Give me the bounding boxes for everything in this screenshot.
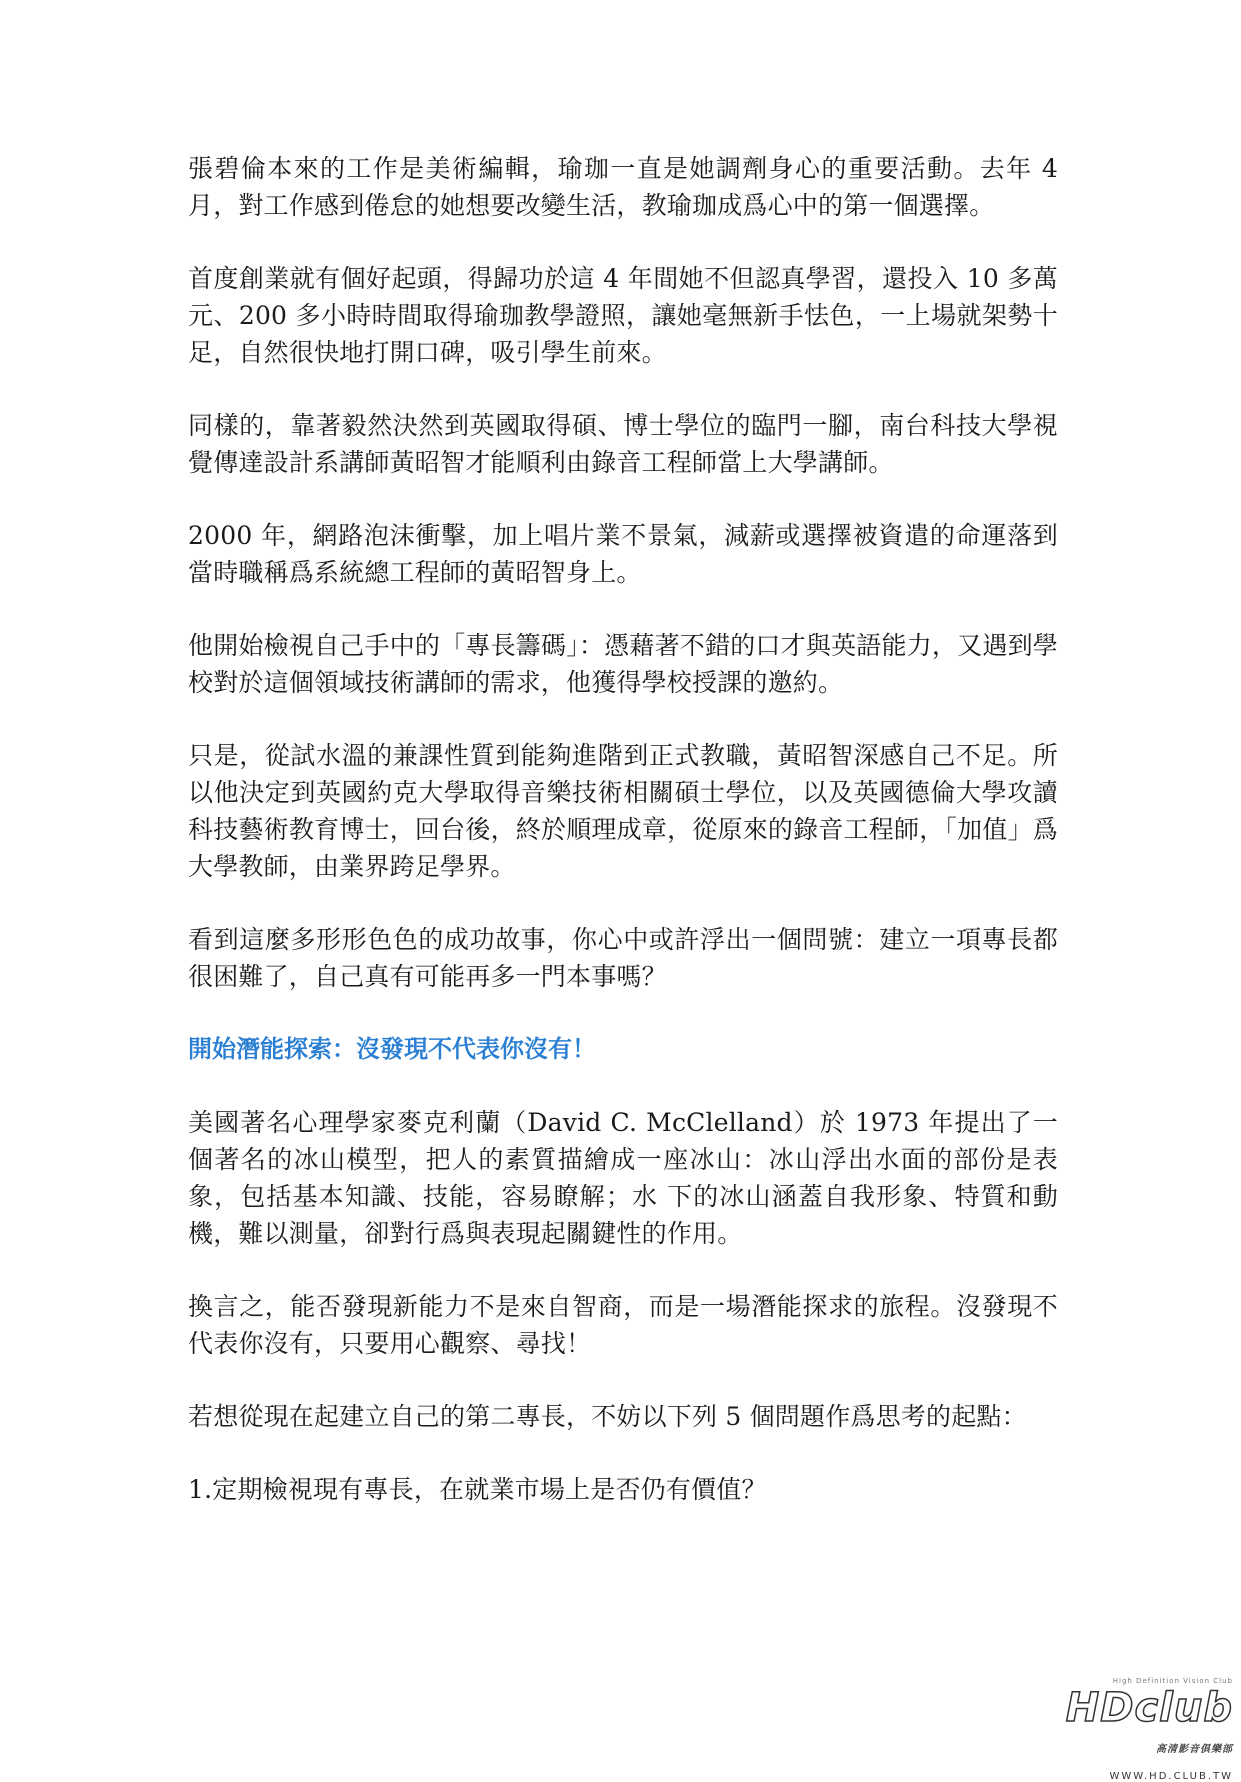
paragraph-3: 同樣的，靠著毅然決然到英國取得碩、博士學位的臨門一腳，南台科技大學視覺傳達設計系講師黃昭智才能順利由錄音工程師當上大學講師。: [188, 411, 1058, 477]
document-body: [188, 150, 1058, 1544]
watermark-tagline: High Definition Vision Club: [1112, 1677, 1233, 1685]
watermark-url: WWW.HD.CLUB.TW: [1109, 1771, 1233, 1782]
paragraph-4: 2000 年，網路泡沫衝擊，加上唱片業不景氣，減薪或選擇被資遣的命運落到當時職稱爲系統總工程師的黃昭智身上。: [188, 521, 1058, 587]
paragraph-11: 1.定期檢視現有專長，在就業市場上是否仍有價值？: [188, 1475, 767, 1504]
watermark-logo: [1018, 1687, 1233, 1771]
hdclub-watermark: [1018, 1677, 1233, 1782]
paragraph-6: 只是，從試水溫的兼課性質到能夠進階到正式教職，黃昭智深感自己不足。所以他決定到英國約克大學取得音樂技術相關碩士學位，以及英國德倫大學攻讀科技藝術教育博士，回台後，終於順理成章，從原來的錄音工程師，「加值」爲大學教師，由業界跨足學界。: [188, 741, 1058, 881]
watermark-logo-text: HDclub: [1065, 1685, 1233, 1731]
section-heading: 開始潛能探索：沒發現不代表你沒有！: [188, 1035, 596, 1063]
paragraph-9: 換言之，能否發現新能力不是來自智商，而是一場潛能探求的旅程。沒發現不代表你沒有，只要用心觀察、尋找！: [188, 1292, 1058, 1358]
paragraph-10: 若想從現在起建立自己的第二專長，不妨以下列 5 個問題作爲思考的起點：: [188, 1402, 1027, 1431]
paragraph-2: 首度創業就有個好起頭，得歸功於這 4 年間她不但認真學習，還投入 10 多萬元、200 多小時時間取得瑜珈教學證照，讓她毫無新手怯色，一上場就架勢十足，自然很快地打開口碑，吸引學生前來。: [188, 264, 1058, 367]
paragraph-7: 看到這麼多形形色色的成功故事，你心中或許浮出一個問號：建立一項專長都很困難了，自己真有可能再多一門本事嗎？: [188, 925, 1058, 991]
paragraph-5: 他開始檢視自己手中的「專長籌碼」：憑藉著不錯的口才與英語能力，又遇到學校對於這個領域技術講師的需求，他獲得學校授課的邀約。: [188, 631, 1058, 697]
paragraph-1: 張碧倫本來的工作是美術編輯，瑜珈一直是她調劑身心的重要活動。去年 4 月，對工作感到倦怠的她想要改變生活，教瑜珈成爲心中的第一個選擇。: [188, 154, 1058, 220]
paragraph-8: 美國著名心理學家麥克利蘭（David C. McClelland）於 1973 年提出了一個著名的冰山模型，把人的素質描繪成一座冰山：冰山浮出水面的部份是表象，包括基本知識、技能，容易瞭解；水 下的冰山涵蓋自我形象、特質和動機，難以測量，卻對行爲與表現起關鍵性的作用。: [188, 1108, 1058, 1248]
watermark-chinese: 高清影音俱樂部: [1156, 1744, 1233, 1755]
